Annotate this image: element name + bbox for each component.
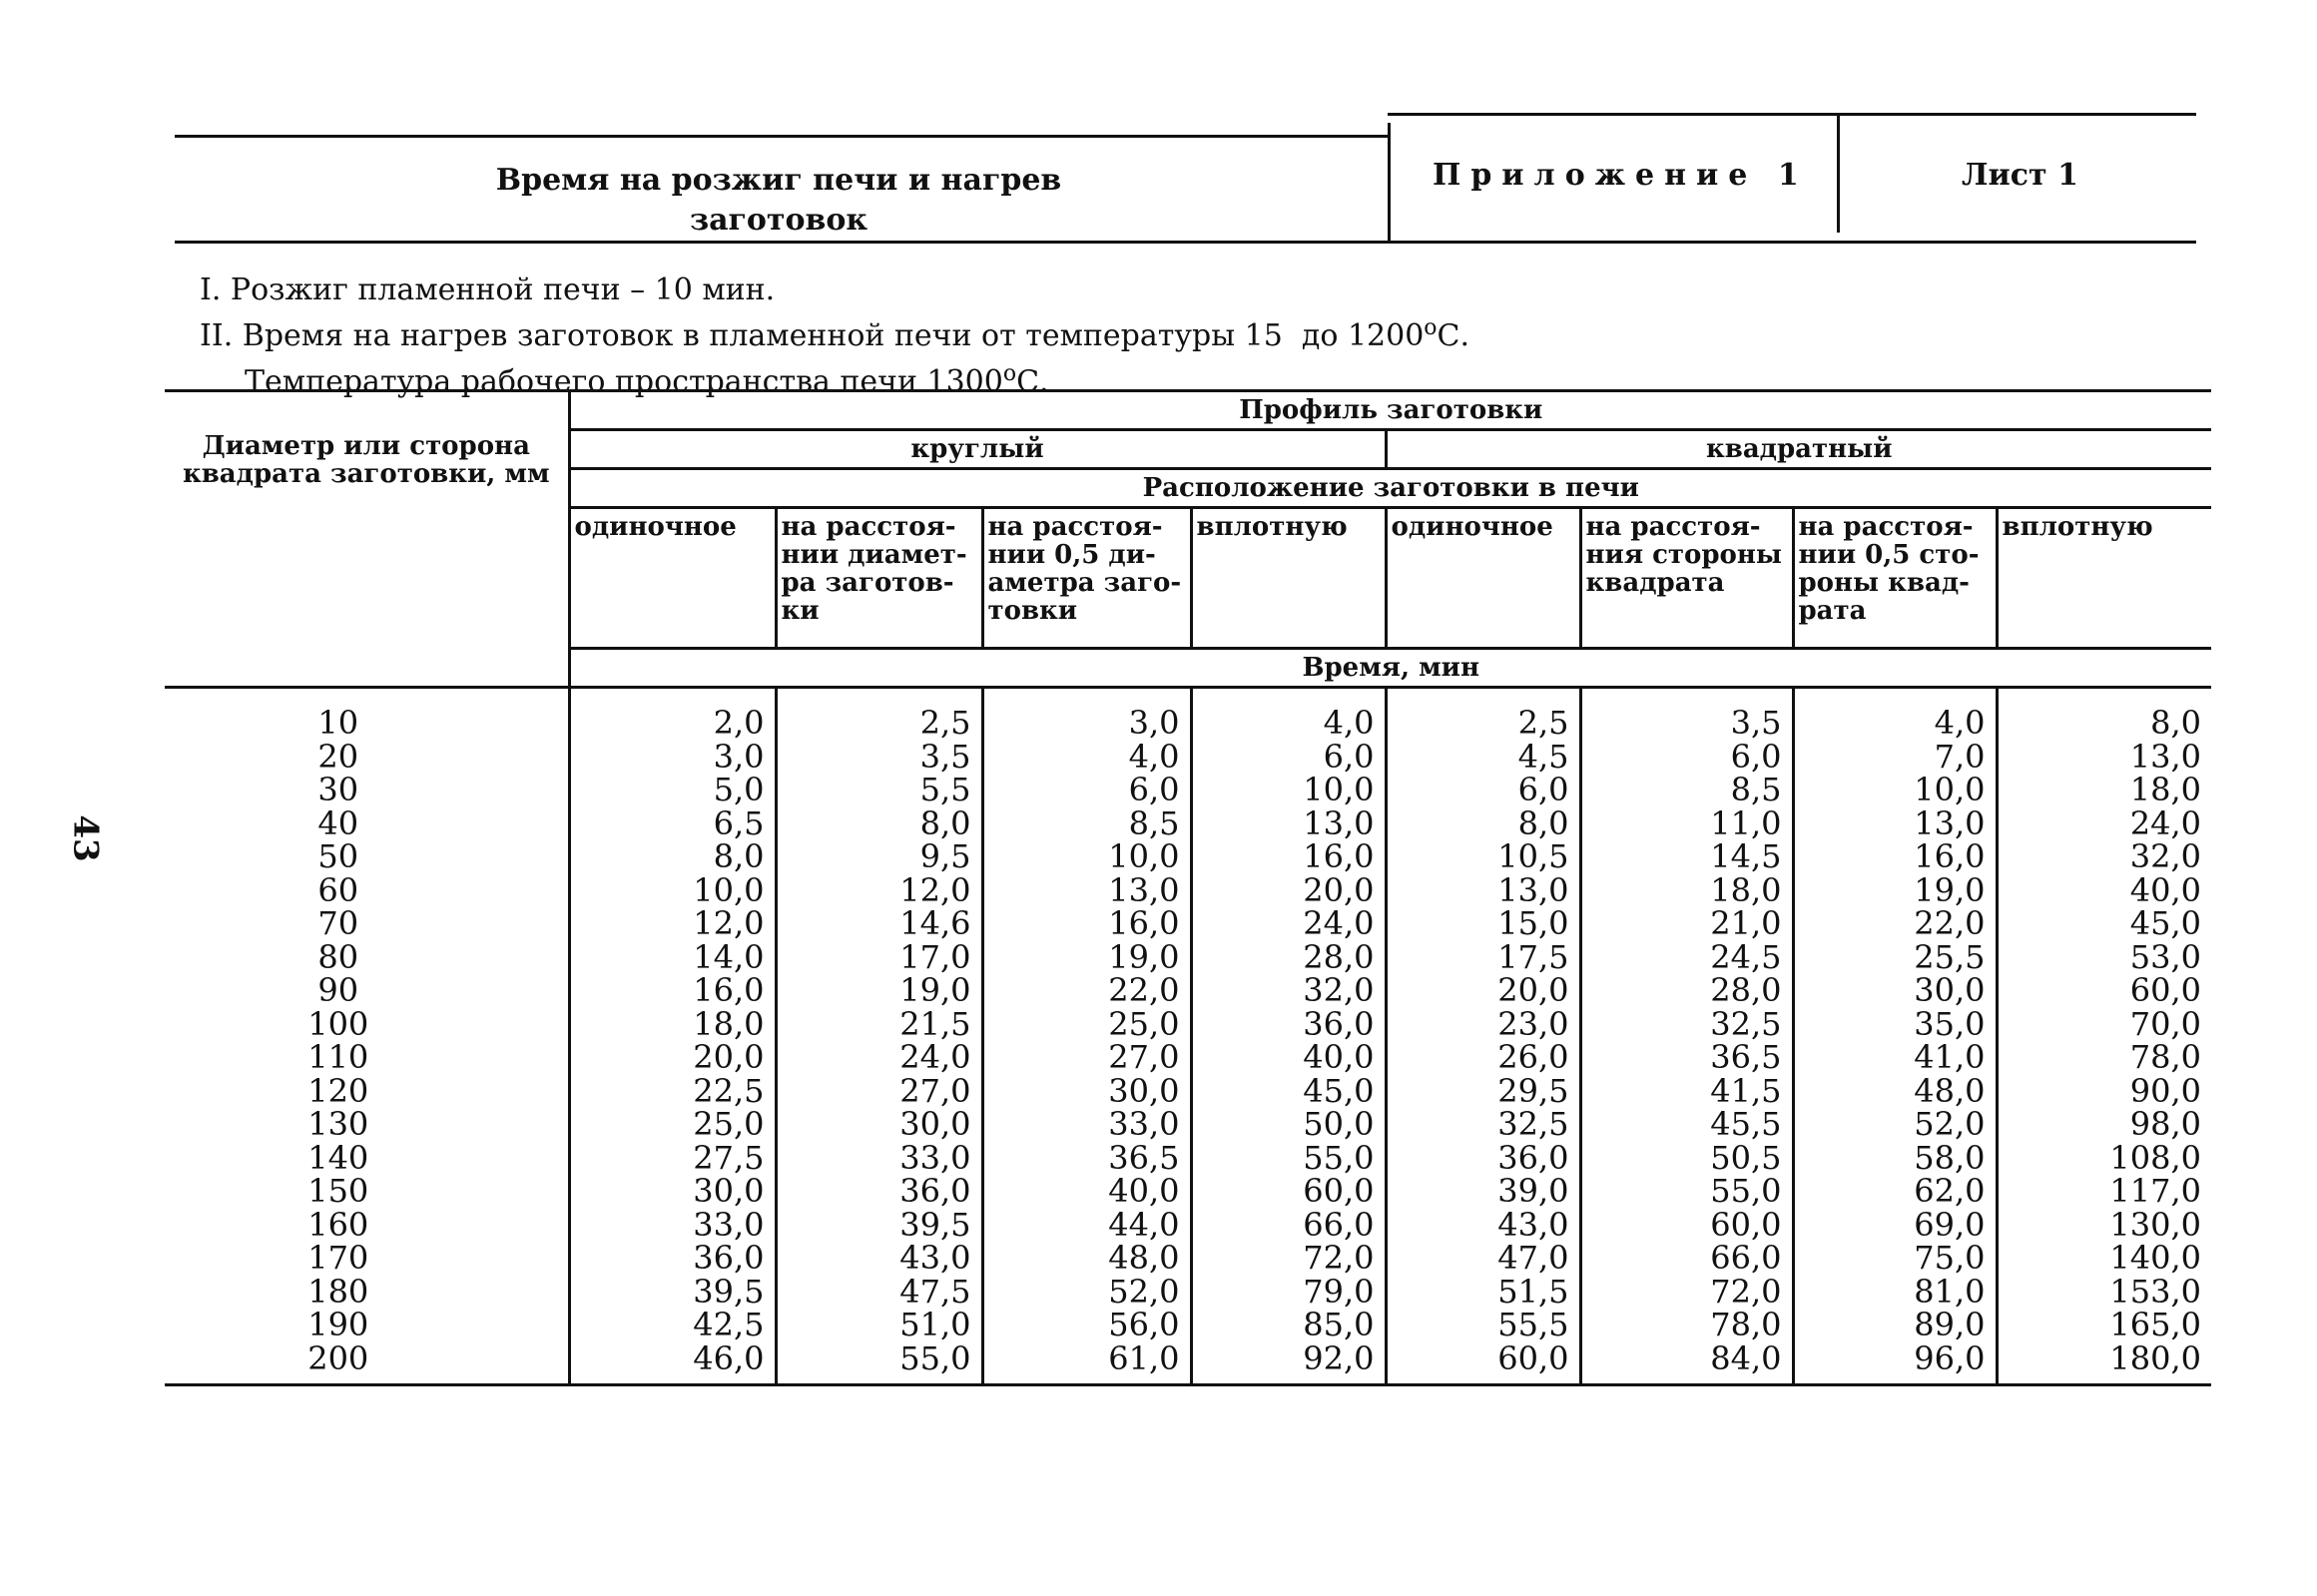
- degree-sign: о: [1002, 361, 1017, 386]
- value-column: [569, 688, 776, 1385]
- value-cell: 52,0: [1914, 1105, 1986, 1143]
- value-cell: 22,0: [1914, 904, 1986, 942]
- value-cell: 39,5: [693, 1272, 765, 1311]
- value-cell: 78,0: [1710, 1306, 1782, 1343]
- document-title: [175, 161, 1383, 241]
- value-column: [1191, 688, 1386, 1385]
- value-cell: 50,5: [1710, 1138, 1782, 1177]
- value-cell: 33,0: [1108, 1105, 1180, 1143]
- value-cell: 8,0: [919, 803, 971, 842]
- value-cell: 18,0: [693, 1004, 765, 1043]
- value-cell: 43,0: [899, 1239, 971, 1277]
- value-cell: 23,0: [1497, 1004, 1569, 1043]
- value-cell: 32,0: [1303, 971, 1375, 1009]
- size-cell: 200: [307, 1338, 369, 1377]
- size-cell: 160: [307, 1205, 369, 1244]
- value-cell: 40,0: [2129, 870, 2202, 909]
- value-cell: 20,0: [1497, 971, 1569, 1009]
- value-cell: 32,5: [1710, 1004, 1782, 1043]
- value-cell: 41,0: [1914, 1038, 1986, 1076]
- value-cell: 60,0: [1710, 1205, 1782, 1244]
- value-cell: 3,0: [1128, 704, 1180, 742]
- value-cell: 60,0: [1497, 1338, 1569, 1377]
- value-cell: 6,0: [1730, 737, 1782, 776]
- column-header: одиночное: [1386, 508, 1580, 649]
- size-cell: 10: [317, 704, 359, 742]
- value-cell: 18,0: [1710, 870, 1782, 909]
- value-cell: 7,0: [1934, 737, 1986, 776]
- value-cell: 3,5: [919, 737, 971, 776]
- value-cell: 8,5: [1730, 771, 1782, 808]
- value-cell: 32,0: [2129, 837, 2202, 875]
- value-column: [776, 688, 982, 1385]
- value-cell: 19,0: [1914, 870, 1986, 909]
- value-cell: 30,0: [693, 1172, 765, 1210]
- value-cell: 12,0: [693, 904, 765, 942]
- value-cell: 15,0: [1497, 904, 1569, 942]
- value-cell: 89,0: [1914, 1306, 1986, 1343]
- value-cell: 39,0: [1497, 1172, 1569, 1210]
- value-cell: 140,0: [2109, 1239, 2202, 1277]
- note-text: С.: [1437, 318, 1470, 353]
- size-cell: 130: [307, 1105, 369, 1143]
- value-cell: 16,0: [1914, 837, 1986, 875]
- value-cell: 36,0: [899, 1172, 971, 1210]
- value-cell: 24,5: [1710, 937, 1782, 976]
- value-cell: 25,5: [1914, 937, 1986, 976]
- value-cell: 47,5: [899, 1272, 971, 1311]
- value-cell: 13,0: [1497, 870, 1569, 909]
- value-cell: 10,0: [1914, 771, 1986, 808]
- value-cell: 66,0: [1710, 1239, 1782, 1277]
- value-cell: 9,5: [919, 837, 971, 875]
- value-cell: 13,0: [1108, 870, 1180, 909]
- round-header: круглый: [569, 430, 1386, 469]
- value-cell: 16,0: [693, 971, 765, 1009]
- size-cell: 180: [307, 1272, 369, 1311]
- title-line-2: заготовок: [689, 203, 869, 238]
- note-text: С.: [1016, 364, 1049, 399]
- value-cell: 19,0: [1108, 937, 1180, 976]
- value-cell: 61,0: [1108, 1338, 1180, 1377]
- profile-header: Профиль заготовки: [569, 391, 2211, 430]
- value-cell: 3,0: [713, 737, 765, 776]
- value-cell: 39,5: [899, 1205, 971, 1244]
- value-cell: 55,0: [1303, 1138, 1375, 1177]
- value-cell: 62,0: [1914, 1172, 1986, 1210]
- header-rule: [175, 135, 1388, 138]
- value-cell: 30,0: [1108, 1071, 1180, 1110]
- value-cell: 30,0: [899, 1105, 971, 1143]
- value-column: [1386, 688, 1580, 1385]
- value-cell: 50,0: [1303, 1105, 1375, 1143]
- value-cell: 45,0: [1303, 1071, 1375, 1110]
- value-cell: 28,0: [1303, 937, 1375, 976]
- value-cell: 10,0: [1303, 771, 1375, 808]
- value-column: [1580, 688, 1793, 1385]
- size-cell: 40: [317, 803, 359, 842]
- value-cell: 84,0: [1710, 1338, 1782, 1377]
- value-cell: 27,0: [1108, 1038, 1180, 1076]
- value-cell: 92,0: [1303, 1338, 1375, 1377]
- value-cell: 96,0: [1914, 1338, 1986, 1377]
- value-cell: 30,0: [1914, 971, 1986, 1009]
- value-cell: 17,0: [899, 937, 971, 976]
- size-cell: 120: [307, 1071, 369, 1110]
- value-cell: 20,0: [693, 1038, 765, 1076]
- value-cell: 16,0: [1108, 904, 1180, 942]
- value-cell: 40,0: [1108, 1172, 1180, 1210]
- value-cell: 55,0: [1710, 1172, 1782, 1210]
- value-cell: 51,5: [1497, 1272, 1569, 1311]
- value-cell: 33,0: [899, 1138, 971, 1177]
- header-divider: [1837, 113, 1840, 233]
- value-cell: 8,5: [1128, 803, 1180, 842]
- size-cell: 190: [307, 1306, 369, 1343]
- value-cell: 35,0: [1914, 1004, 1986, 1043]
- value-cell: 14,0: [693, 937, 765, 976]
- placement-header: Расположение заготовки в печи: [569, 469, 2211, 508]
- value-cell: 19,0: [899, 971, 971, 1009]
- size-cell: 150: [307, 1172, 369, 1210]
- value-cell: 27,0: [899, 1071, 971, 1110]
- value-cell: 6,0: [1517, 771, 1569, 808]
- value-cell: 45,5: [1710, 1105, 1782, 1143]
- value-cell: 24,0: [2129, 803, 2202, 842]
- value-cell: 55,0: [899, 1338, 971, 1377]
- value-cell: 4,0: [1323, 704, 1375, 742]
- value-cell: 51,0: [899, 1306, 971, 1343]
- header-rule: [1388, 113, 2196, 116]
- value-column: [982, 688, 1191, 1385]
- value-cell: 90,0: [2129, 1071, 2202, 1110]
- value-cell: 3,5: [1730, 704, 1782, 742]
- value-cell: 4,5: [1517, 737, 1569, 776]
- value-cell: 10,0: [1108, 837, 1180, 875]
- header-divider: [1388, 123, 1391, 243]
- value-cell: 60,0: [2129, 971, 2202, 1009]
- value-cell: 28,0: [1710, 971, 1782, 1009]
- size-cell: 80: [317, 937, 359, 976]
- value-cell: 42,5: [693, 1306, 765, 1343]
- value-cell: 44,0: [1108, 1205, 1180, 1244]
- column-header: вплотную: [1997, 508, 2211, 649]
- size-cell: 60: [317, 870, 359, 909]
- value-cell: 55,5: [1497, 1306, 1569, 1343]
- value-cell: 36,0: [1497, 1138, 1569, 1177]
- value-cell: 10,0: [693, 870, 765, 909]
- value-cell: 45,0: [2129, 904, 2202, 942]
- row-header: Диаметр или сторона квадрата заготовки, мм: [165, 391, 569, 688]
- value-cell: 69,0: [1914, 1205, 1986, 1244]
- value-cell: 47,0: [1497, 1239, 1569, 1277]
- value-cell: 26,0: [1497, 1038, 1569, 1076]
- value-cell: 21,5: [899, 1004, 971, 1043]
- value-cell: 13,0: [2129, 737, 2202, 776]
- value-cell: 13,0: [1914, 803, 1986, 842]
- size-cell: 70: [317, 904, 359, 942]
- value-cell: 25,0: [693, 1105, 765, 1143]
- value-cell: 36,5: [1710, 1038, 1782, 1076]
- value-cell: 17,5: [1497, 937, 1569, 976]
- value-cell: 56,0: [1108, 1306, 1180, 1343]
- value-cell: 13,0: [1303, 803, 1375, 842]
- header-rule: [175, 241, 2196, 244]
- value-cell: 72,0: [1710, 1272, 1782, 1311]
- note-line-2: [200, 309, 1469, 355]
- value-cell: 58,0: [1914, 1138, 1986, 1177]
- value-cell: 4,0: [1934, 704, 1986, 742]
- time-header: Время, мин: [569, 649, 2211, 688]
- square-header: квадратный: [1386, 430, 2211, 469]
- value-column: [1997, 688, 2211, 1385]
- size-cell: 30: [317, 771, 359, 808]
- value-cell: 165,0: [2109, 1306, 2202, 1343]
- value-cell: 29,5: [1497, 1071, 1569, 1110]
- value-cell: 130,0: [2109, 1205, 2202, 1244]
- value-cell: 2,5: [919, 704, 971, 742]
- value-cell: 81,0: [1914, 1272, 1986, 1311]
- column-header: вплотную: [1191, 508, 1386, 649]
- value-cell: 32,5: [1497, 1105, 1569, 1143]
- value-cell: 36,5: [1108, 1138, 1180, 1177]
- value-cell: 79,0: [1303, 1272, 1375, 1311]
- note-text: Температура рабочего пространства печи 1300: [245, 364, 1003, 399]
- value-column: [1793, 688, 1997, 1385]
- value-cell: 20,0: [1303, 870, 1375, 909]
- value-cell: 78,0: [2129, 1038, 2202, 1076]
- sheet-label: Лист 1: [1962, 158, 2078, 193]
- column-header: на расстоя-ния стороны квадрата: [1580, 508, 1793, 649]
- size-cell: 50: [317, 837, 359, 875]
- value-cell: 24,0: [1303, 904, 1375, 942]
- note-text: II. Время на нагрев заготовок в пламенной печи от температуры 15 до 1200: [200, 318, 1425, 353]
- value-cell: 10,5: [1497, 837, 1569, 875]
- value-cell: 4,0: [1128, 737, 1180, 776]
- value-cell: 46,0: [693, 1338, 765, 1377]
- value-cell: 108,0: [2109, 1138, 2202, 1177]
- value-cell: 18,0: [2129, 771, 2202, 808]
- value-cell: 6,0: [1128, 771, 1180, 808]
- size-cell: 140: [307, 1138, 369, 1177]
- value-cell: 6,5: [713, 803, 765, 842]
- value-cell: 48,0: [1108, 1239, 1180, 1277]
- value-cell: 21,0: [1710, 904, 1782, 942]
- value-cell: 72,0: [1303, 1239, 1375, 1277]
- value-cell: 6,0: [1323, 737, 1375, 776]
- value-cell: 60,0: [1303, 1172, 1375, 1210]
- value-cell: 2,5: [1517, 704, 1569, 742]
- value-cell: 27,5: [693, 1138, 765, 1177]
- value-cell: 8,0: [2150, 704, 2202, 742]
- appendix-label: Приложение 1: [1433, 158, 1809, 193]
- value-cell: 36,0: [693, 1239, 765, 1277]
- value-cell: 43,0: [1497, 1205, 1569, 1244]
- value-cell: 16,0: [1303, 837, 1375, 875]
- value-cell: 75,0: [1914, 1239, 1986, 1277]
- heating-time-table: [165, 389, 2211, 1386]
- notes: [200, 271, 1469, 401]
- value-cell: 5,0: [713, 771, 765, 808]
- value-cell: 22,0: [1108, 971, 1180, 1009]
- title-line-1: Время на розжиг печи и нагрев: [495, 163, 1062, 198]
- value-cell: 5,5: [919, 771, 971, 808]
- value-cell: 22,5: [693, 1071, 765, 1110]
- value-cell: 98,0: [2129, 1105, 2202, 1143]
- column-header: одиночное: [569, 508, 776, 649]
- size-cell: 170: [307, 1239, 369, 1277]
- value-cell: 25,0: [1108, 1004, 1180, 1043]
- value-cell: 24,0: [899, 1038, 971, 1076]
- value-cell: 48,0: [1914, 1071, 1986, 1110]
- value-cell: 153,0: [2109, 1272, 2202, 1311]
- value-cell: 52,0: [1108, 1272, 1180, 1311]
- size-cell: 20: [317, 737, 359, 776]
- value-cell: 180,0: [2109, 1338, 2202, 1377]
- value-cell: 14,5: [1710, 837, 1782, 875]
- column-header: на расстоя-нии диамет-ра заготов-ки: [776, 508, 982, 649]
- document-header: [175, 113, 2196, 243]
- value-cell: 70,0: [2129, 1004, 2202, 1043]
- size-cell: 100: [307, 1004, 369, 1043]
- value-cell: 36,0: [1303, 1004, 1375, 1043]
- value-cell: 85,0: [1303, 1306, 1375, 1343]
- value-cell: 14,6: [899, 904, 971, 942]
- value-cell: 40,0: [1303, 1038, 1375, 1076]
- value-cell: 66,0: [1303, 1205, 1375, 1244]
- value-cell: 11,0: [1710, 803, 1782, 842]
- note-line-1: I. Розжиг пламенной печи – 10 мин.: [200, 272, 776, 307]
- value-cell: 41,5: [1710, 1071, 1782, 1110]
- page-number: 43: [65, 814, 106, 862]
- value-cell: 8,0: [713, 837, 765, 875]
- size-cell: 110: [307, 1038, 369, 1076]
- value-cell: 33,0: [693, 1205, 765, 1244]
- degree-sign: о: [1424, 315, 1438, 340]
- size-column: [165, 688, 569, 1385]
- column-header: на расстоя-нии 0,5 ди-аметра заго-товки: [982, 508, 1191, 649]
- value-cell: 8,0: [1517, 803, 1569, 842]
- column-header: на расстоя-нии 0,5 сто-роны квад-рата: [1793, 508, 1997, 649]
- size-cell: 90: [317, 971, 359, 1009]
- value-cell: 53,0: [2129, 937, 2202, 976]
- value-cell: 12,0: [899, 870, 971, 909]
- value-cell: 2,0: [713, 704, 765, 742]
- value-cell: 117,0: [2109, 1172, 2202, 1210]
